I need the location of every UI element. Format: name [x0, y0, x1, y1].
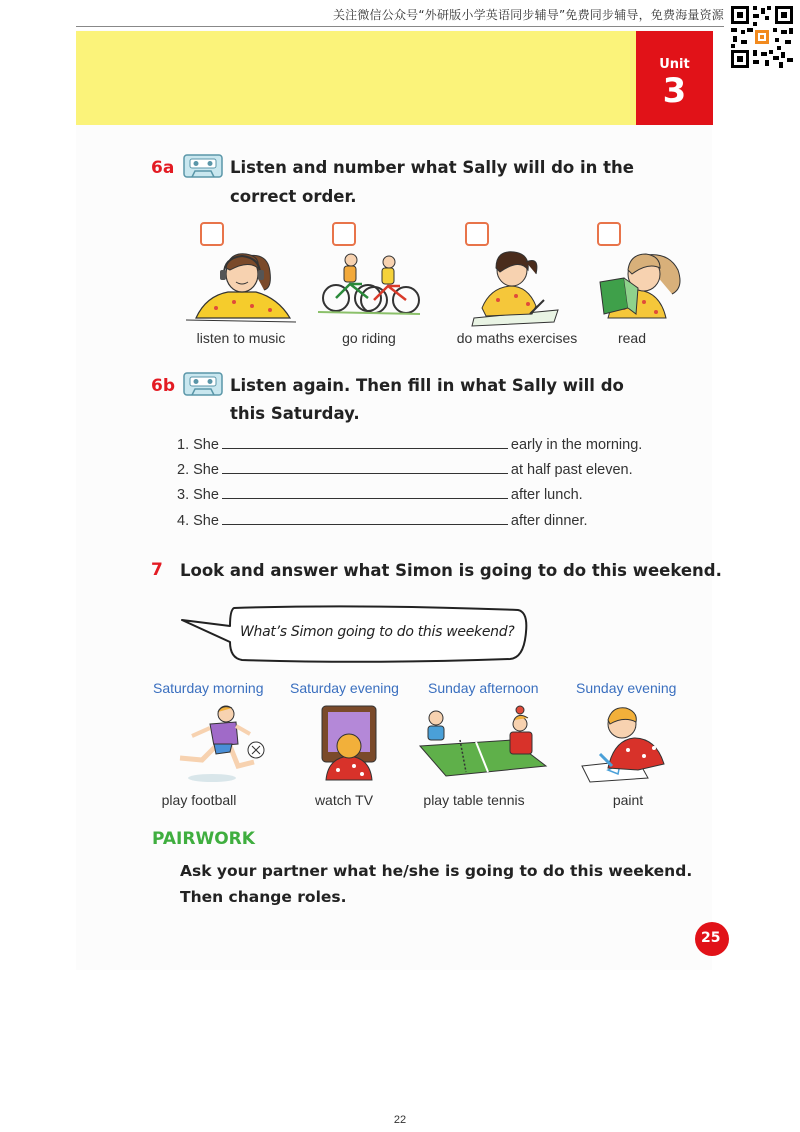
- caption-read: read: [617, 330, 647, 346]
- fill-prefix: 2. She: [177, 462, 219, 478]
- exercise-6b-heading-line1: Listen again. Then fill in what Sally will do: [230, 376, 624, 395]
- fill-suffix: after lunch.: [510, 487, 583, 503]
- exercise-6a-number: 6a: [151, 158, 175, 178]
- girl-reading-picture: [594, 248, 688, 326]
- day-label-sunday-afternoon: Sunday afternoon: [428, 680, 539, 696]
- boy-watching-tv-picture: [316, 702, 382, 782]
- fill-line-4: [177, 511, 588, 529]
- fill-line-1: [177, 435, 642, 453]
- exercise-7-number: 7: [151, 560, 163, 580]
- answer-blank-1[interactable]: [222, 435, 508, 449]
- exercise-6b-number: 6b: [151, 376, 175, 396]
- caption-do-maths-exercises: do maths exercises: [456, 330, 578, 346]
- unit-word: Unit: [659, 57, 690, 72]
- top-rule: [76, 26, 724, 27]
- unit-badge: [636, 31, 713, 125]
- answer-blank-4[interactable]: [222, 511, 508, 525]
- order-box-go-riding[interactable]: [332, 222, 356, 246]
- page-tab-number: 25: [701, 930, 721, 946]
- caption-watch-tv: watch TV: [314, 792, 374, 808]
- caption-go-riding: go riding: [342, 330, 396, 346]
- exercise-7-heading: Look and answer what Simon is going to do this weekend.: [180, 561, 722, 580]
- exercise-6a-heading-line1: Listen and number what Sally will do in the: [230, 158, 634, 177]
- caption-play-football: play football: [161, 792, 237, 808]
- boy-playing-football-picture: [160, 704, 270, 784]
- cassette-tape-icon: [182, 370, 224, 398]
- fill-prefix: 4. She: [177, 513, 219, 529]
- caption-listen-to-music: listen to music: [196, 330, 286, 346]
- fill-suffix: after dinner.: [510, 513, 588, 529]
- header-band: [76, 31, 636, 125]
- pairwork-line1: Ask your partner what he/she is going to do this weekend.: [180, 862, 693, 880]
- unit-number: 3: [662, 71, 687, 111]
- children-playing-table-tennis-picture: [416, 706, 548, 782]
- girl-doing-maths-picture: [470, 248, 562, 326]
- boy-painting-picture: [578, 704, 670, 784]
- day-label-saturday-morning: Saturday morning: [153, 680, 264, 696]
- children-riding-bikes-picture: [318, 250, 420, 316]
- exercise-6b-heading-line2: this Saturday.: [230, 404, 360, 423]
- fill-line-3: [177, 485, 583, 503]
- day-label-saturday-evening: Saturday evening: [290, 680, 399, 696]
- page-footer-number: 22: [393, 1114, 407, 1126]
- answer-blank-3[interactable]: [222, 485, 508, 499]
- qr-code-icon: [729, 4, 795, 70]
- caption-play-table-tennis: play table tennis: [423, 792, 525, 808]
- fill-suffix: at half past eleven.: [510, 462, 633, 478]
- day-label-sunday-evening: Sunday evening: [576, 680, 677, 696]
- page-number-tab: [690, 922, 721, 956]
- speech-bubble-text: What’s Simon going to do this weekend?: [240, 624, 515, 640]
- fill-line-2: [177, 460, 633, 478]
- exercise-6a-heading-line2: correct order.: [230, 187, 357, 206]
- girl-listening-to-music-picture: [186, 248, 298, 328]
- promo-note: 关注微信公众号“外研版小学英语同步辅导”免费同步辅导，免费海量资源: [332, 8, 724, 22]
- cassette-tape-icon: [182, 152, 224, 180]
- order-box-do-maths-exercises[interactable]: [465, 222, 489, 246]
- fill-suffix: early in the morning.: [510, 437, 643, 453]
- pairwork-title: PAIRWORK: [152, 829, 255, 849]
- caption-paint: paint: [612, 792, 644, 808]
- pairwork-line2: Then change roles.: [180, 888, 347, 906]
- order-box-listen-to-music[interactable]: [200, 222, 224, 246]
- fill-prefix: 1. She: [177, 437, 219, 453]
- answer-blank-2[interactable]: [222, 460, 508, 474]
- fill-prefix: 3. She: [177, 487, 219, 503]
- order-box-read[interactable]: [597, 222, 621, 246]
